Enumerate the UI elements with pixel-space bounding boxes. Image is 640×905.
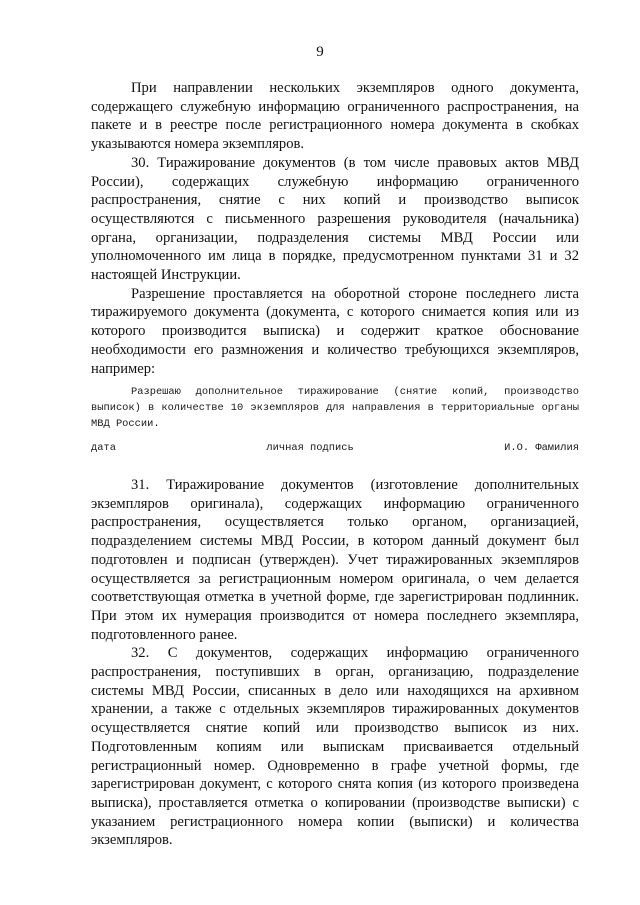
paragraph-multiple-copies: При направлении нескольких экземпляров одного документа, содержащего служебную информацию ограниченного распространения, на пакете и в реестре после регистрационного номера документа в скобках указываются номера экземпляров. (91, 80, 579, 153)
bottom-text-block (91, 476, 579, 850)
sample-signature-line (91, 441, 579, 457)
name-label: И.О. Фамилия (504, 442, 579, 454)
sample-permission-text: Разрешаю дополнительное тиражирование (снятие копий, производство выписок) в количестве 10 экземпляров для направления в территориальные органы МВД России. (91, 386, 579, 430)
paragraph-permission: Разрешение проставляется на оборотной стороне последнего листа тиражируемого документа (документа, с которого снимается копия или из которого производится выписка) и содержит краткое обоснование необходимости его размножения и количество требующихся экземпляров, например: (91, 285, 579, 377)
paragraph-32: 32. С документов, содержащих информацию ограниченного распространения, поступивших в орган, организацию, подразделение системы МВД России, списанных в дело или находящихся на архивном хранении, а также с отдельных экземпляров тиражированных документов осуществляется снятие копий или производство выписок из них. Подготовленным копиям или выпискам присваивается отдельный регистрационный номер. Одновременно в графе учетной формы, где зарегистрирован документ, с которого снята копия (из которого произведена выписка), проставляется отметка о копировании (производстве выписки) с указанием регистрационного номера копии (выписки) и количества экземпляров. (91, 645, 579, 849)
date-label: дата (91, 442, 116, 454)
paragraph-31: 31. Тиражирование документов (изготовление дополнительных экземпляров оригинала), содержащих информацию ограниченного распространения, осуществляется только органом, организацией, подразделением системы МВД России, в котором данный документ был подготовлен и подписан (утвержден). Учет тиражированных экземпляров осуществляется за регистрационным номером оригинала, о чем делается соответствующая отметка в учетной форме, где зарегистрирован подлинник. При этом их нумерация производится от номера последнего экземпляра, подготовленного ранее. (91, 477, 579, 643)
page-number: 9 (316, 44, 324, 60)
top-text-block (91, 79, 579, 378)
paragraph-30: 30. Тиражирование документов (в том числе правовых актов МВД России), содержащих служебную информацию ограниченного распространения, снятие с них копий и производство выписок осуществляются с письменного разрешения руководителя (начальника) органа, организации, подразделения системы МВД России или уполномоченного им лица в порядке, предусмотренном пунктами 31 и 32 настоящей Инструкции. (91, 154, 579, 284)
signature-label: личная подпись (266, 442, 354, 454)
